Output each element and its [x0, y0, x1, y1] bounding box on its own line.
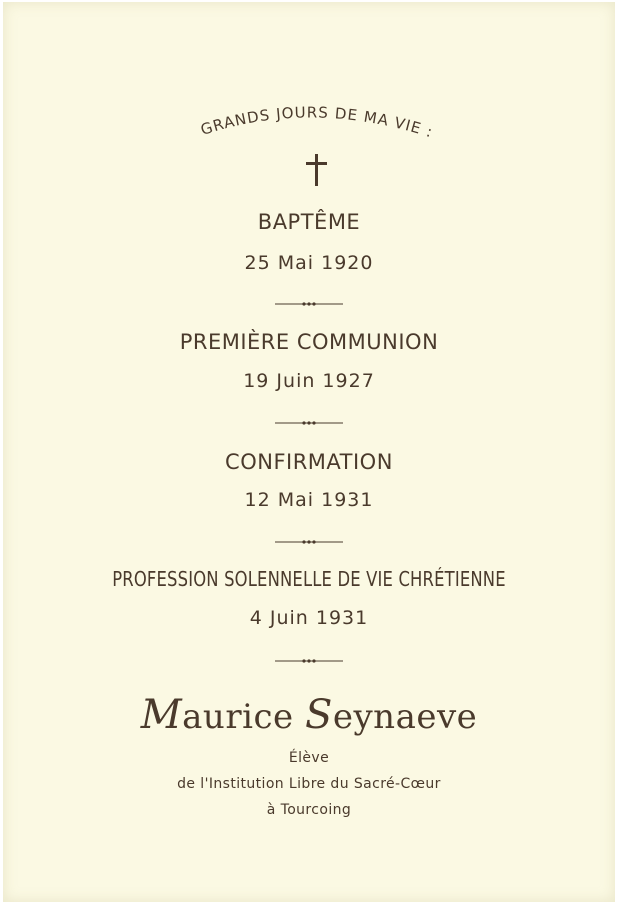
commemorative-card — [3, 2, 615, 902]
first-name-initial: M — [140, 692, 183, 738]
section-date-profession: 4 Juin 1931 — [249, 607, 369, 629]
last-name-rest: eynaeve — [332, 697, 478, 737]
section-title-profession: PROFESSION SOLENNELLE DE VIE CHRÉTIENNE — [112, 567, 506, 591]
person-role: Élève — [288, 750, 330, 766]
section-title-premiere-communion: PREMIÈRE COMMUNION — [179, 330, 439, 354]
first-name-rest: aurice — [182, 697, 294, 737]
section-date-premiere-communion: 19 Juin 1927 — [243, 370, 375, 392]
section-date-bapteme: 25 Mai 1920 — [244, 252, 374, 274]
header-arc-text: GRANDS JOURS DE MA VIE : — [198, 103, 436, 142]
section-date-confirmation: 12 Mai 1931 — [244, 489, 374, 511]
person-name — [3, 692, 615, 738]
ornament-divider — [3, 419, 615, 429]
ornament-divider — [3, 300, 615, 310]
person-city: à Tourcoing — [266, 802, 352, 818]
section-title-confirmation: CONFIRMATION — [225, 450, 393, 474]
cross-icon — [299, 152, 335, 188]
ornament-divider — [3, 538, 615, 548]
person-institution: de l'Institution Libre du Sacré-Cœur — [177, 776, 441, 792]
last-name-initial: S — [304, 692, 333, 738]
ornament-divider — [3, 657, 615, 667]
section-title-bapteme: BAPTÊME — [257, 210, 361, 234]
